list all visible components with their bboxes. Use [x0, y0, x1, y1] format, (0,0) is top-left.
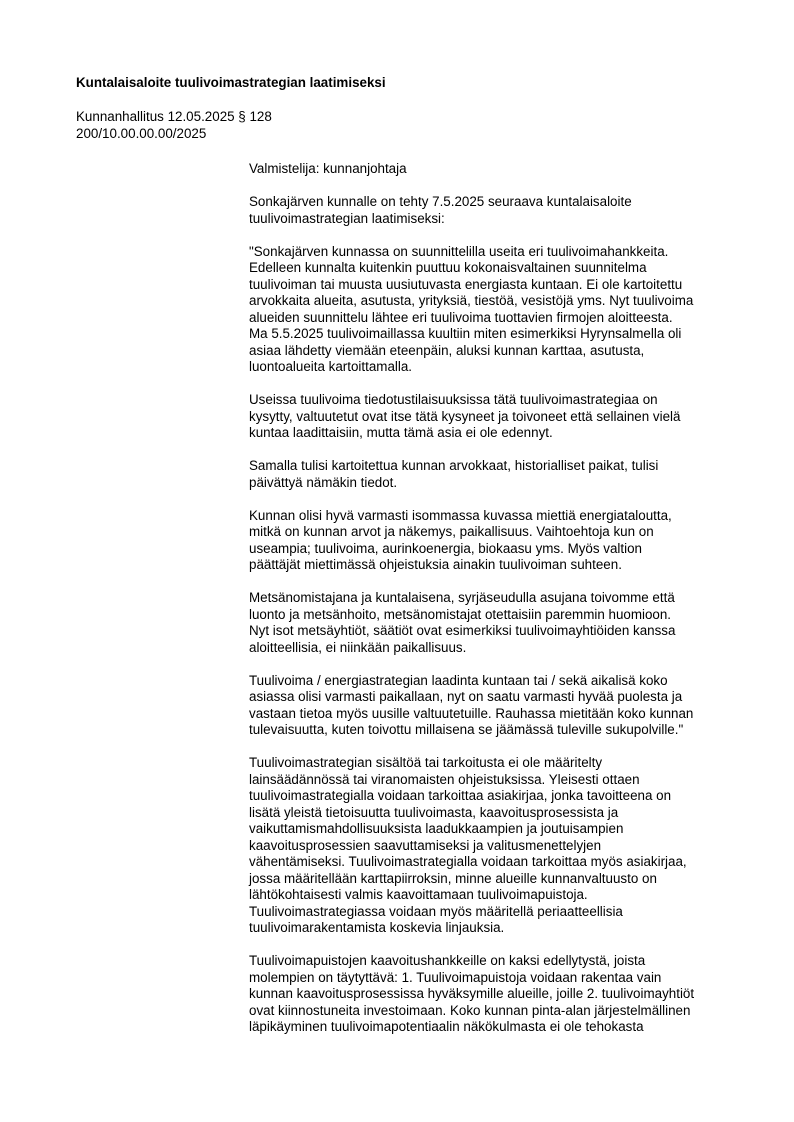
- paragraph-line: luontoalueita kartoittamalla.: [249, 359, 413, 374]
- paragraph-line: Kunnan olisi hyvä varmasti isommassa kuvassa miettiä energiataloutta,: [249, 507, 672, 523]
- body-paragraph: [249, 590, 749, 656]
- paragraph-line: Tuulivoima / energiastrategian laadinta kuntaan tai / sekä aikalisä koko: [249, 672, 668, 688]
- paragraph-line: kysytty, valtuutetut ovat itse tätä kysyneet ja toivoneet että sellainen vielä: [249, 408, 681, 424]
- paragraph-line: Nyt isot metsäyhtiöt, säätiöt ovat esimerkiksi tuulivoimayhtiöiden kanssa: [249, 623, 676, 638]
- paragraph-line: arvokkaita alueita, asutusta, yrityksiä, tiestöä, vesistöjä yms. Nyt tuulivoima: [249, 293, 694, 308]
- body-paragraph: [249, 673, 749, 739]
- paragraph-line: Metsänomistajana ja kuntalaisena, syrjäseudulla asujana toivomme että: [249, 590, 675, 605]
- paragraph-line: Sonkajärven kunnalle on tehty 7.5.2025 seuraava kuntalaisaloite: [249, 194, 632, 209]
- paragraph-line: päättäjät miettimässä ohjeistuksia ainakin tuulivoiman suhteen.: [249, 557, 622, 572]
- paragraph-line: tuulivoimastrategian laatimiseksi:: [249, 210, 445, 226]
- paragraph-line: molempien on täytyttävä: 1. Tuulivoimapuistoja voidaan rakentaa vain: [249, 969, 662, 985]
- paragraph-line: Samalla tulisi kartoitettua kunnan arvokkaat, historialliset paikat, tulisi: [249, 458, 659, 473]
- paragraph-line: asiassa olisi varmasti paikallaan, nyt on saatu varmasti hyvää puolesta ja: [249, 689, 683, 704]
- body-paragraph: [249, 161, 749, 178]
- body-paragraph: [249, 458, 749, 491]
- body-paragraph: [249, 244, 749, 376]
- paragraph-line: vaikuttamismahdollisuuksista laadukkaampien ja joutuisampien: [249, 821, 624, 836]
- paragraph-line: asiaa lähdetty viemään eteenpäin, aluksi kunnan karttaa, asutusta,: [249, 342, 645, 358]
- paragraph-line: tuulivoimastrategialla voidaan tarkoittaa asiakirjaa, jonka tavoitteena on: [249, 788, 672, 803]
- paragraph-line: ovat kiinnostuneita investoimaan. Koko kunnan pinta-alan järjestelmällinen: [249, 1002, 691, 1018]
- case-number-line: 200/10.00.00.00/2025: [76, 125, 207, 141]
- paragraph-line: kaavoitusprosessien saavuttamiseksi ja valitusmenettelyjen: [249, 837, 602, 853]
- paragraph-line: tuulivoiman tai muusta uusiutuvasta energiasta kuntaan. Ei ole kartoitettu: [249, 276, 683, 292]
- paragraph-line: Ma 5.5.2025 tuulivoimaillassa kuultiin miten esimerkiksi Hyrynsalmella oli: [249, 326, 682, 341]
- body-paragraph: [249, 508, 749, 574]
- paragraph-line: Valmistelija: kunnanjohtaja: [249, 161, 407, 176]
- paragraph-line: alueiden suunnittelu lähtee eri tuulivoima tuottavien firmojen aloitteesta.: [249, 309, 673, 325]
- paragraph-line: läpikäyminen tuulivoimapotentiaalin näkökulmasta ei ole tehokasta: [249, 1019, 644, 1034]
- paragraph-line: Useissa tuulivoima tiedotustilaisuuksissa tätä tuulivoimastrategiaa on: [249, 392, 658, 407]
- paragraph-line: lähtökohtaisesti valmis kaavoittamaan tuulivoimapuistoja.: [249, 887, 588, 902]
- paragraph-line: mitkä on kunnan arvot ja näkemys, paikallisuus. Vaihtoehtoja kun on: [249, 524, 654, 539]
- paragraph-line: lainsäädännössä tai viranomaisten ohjeistuksissa. Yleisesti ottaen: [249, 771, 640, 787]
- paragraph-line: lisätä yleistä tietoisuutta tuulivoimasta, kaavoitusprosessista ja: [249, 804, 619, 820]
- body-paragraph: [249, 392, 749, 442]
- meeting-reference: [76, 109, 272, 142]
- body-paragraph: [249, 755, 749, 937]
- paragraph-line: kuntaa laadittaisiin, mutta tämä asia ei ole edennyt.: [249, 425, 553, 440]
- paragraph-line: "Sonkajärven kunnassa on suunnittelilla useita eri tuulivoimahankkeita.: [249, 243, 669, 259]
- body-paragraph: [249, 194, 749, 227]
- paragraph-line: päivättyä nämäkin tiedot.: [249, 474, 398, 490]
- paragraph-line: tuulivoimarakentamista koskevia linjauksia.: [249, 920, 505, 935]
- paragraph-line: tulevaisuutta, kuten toivottu millaisena se jäämässä tuleville sukupolville.": [249, 722, 684, 737]
- paragraph-line: jossa määritellään karttapiirroksin, minne alueille kunnanvaltuusto on: [249, 870, 657, 886]
- paragraph-line: Tuulivoimastrategian sisältöä tai tarkoitusta ei ole määritelty: [249, 755, 603, 770]
- paragraph-line: aloitteellisia, ei niinkään paikallisuus.: [249, 639, 467, 655]
- paragraph-line: Edelleen kunnalta kuitenkin puuttuu kokonaisvaltainen suunnitelma: [249, 260, 647, 275]
- meeting-date-line: Kunnanhallitus 12.05.2025 § 128: [76, 109, 272, 124]
- paragraph-line: kunnan kaavoitusprosessissa hyväksymille alueille, joille 2. tuulivoimayhtiöt: [249, 986, 695, 1001]
- paragraph-line: Tuulivoimastrategiassa voidaan myös määritellä periaatteellisia: [249, 903, 623, 919]
- paragraph-line: vähentämiseksi. Tuulivoimastrategialla voidaan tarkoittaa myös asiakirjaa,: [249, 854, 687, 869]
- document-title: Kuntalaisaloite tuulivoimastrategian laatimiseksi: [76, 75, 386, 90]
- paragraph-line: luonto ja metsänhoito, metsänomistajat otettaisiin paremmin huomioon.: [249, 606, 672, 622]
- document-body: [249, 161, 749, 1052]
- paragraph-line: useampia; tuulivoima, aurinkoenergia, biokaasu yms. Myös valtion: [249, 540, 642, 556]
- body-paragraph: [249, 953, 749, 1036]
- paragraph-line: Tuulivoimapuistojen kaavoitushankkeille on kaksi edellytystä, joista: [249, 953, 646, 968]
- paragraph-line: vastaan tietoa myös uusille valtuutetuille. Rauhassa mietitään koko kunnan: [249, 705, 694, 721]
